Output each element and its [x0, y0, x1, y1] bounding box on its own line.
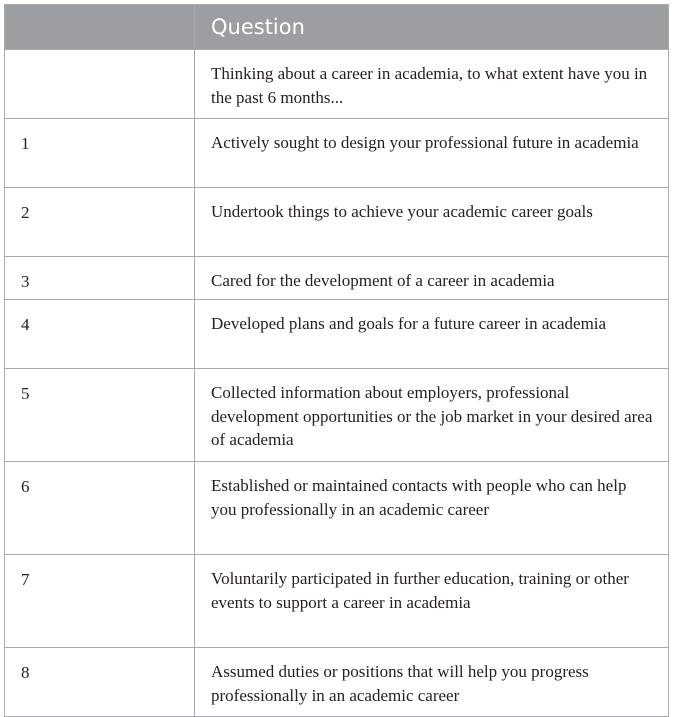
row-question: Assumed duties or positions that will help you progress professionally in an academic career: [211, 662, 589, 705]
row-number-cell: [5, 188, 195, 257]
row-number: 7: [21, 570, 30, 589]
row-question: Voluntarily participated in further education, training or other events to support a career in academia: [211, 569, 629, 612]
row-question-cell: [195, 300, 669, 369]
row-question: Developed plans and goals for a future career in academia: [211, 314, 607, 333]
row-question-cell: [195, 257, 669, 300]
row-number: 4: [21, 315, 30, 334]
header-question-label: Question: [211, 15, 305, 39]
intro-row: [5, 50, 669, 119]
row-question: Cared for the development of a career in academia: [211, 271, 555, 290]
row-question-cell: [195, 462, 669, 555]
header-question-cell: [195, 5, 669, 50]
row-number-cell: [5, 119, 195, 188]
header-number-cell: [5, 5, 195, 50]
table-row: [5, 257, 669, 300]
row-number: 8: [21, 663, 30, 682]
row-number-cell: [5, 300, 195, 369]
intro-text: Thinking about a career in academia, to what extent have you in the past 6 months...: [211, 64, 648, 107]
table-header-row: [5, 5, 669, 50]
row-number-cell: [5, 462, 195, 555]
row-question-cell: [195, 648, 669, 717]
row-question-cell: [195, 369, 669, 462]
row-number: 3: [21, 272, 30, 291]
table-row: [5, 462, 669, 555]
row-number: 5: [21, 384, 30, 403]
table-row: [5, 555, 669, 648]
questionnaire-table: [4, 4, 669, 717]
row-number-cell: [5, 648, 195, 717]
table-row: [5, 300, 669, 369]
row-number: 2: [21, 203, 30, 222]
row-number-cell: [5, 257, 195, 300]
row-number: 6: [21, 477, 30, 496]
row-number-cell: [5, 555, 195, 648]
row-question: Collected information about employers, professional development opportunities or the job market in your desired area of academia: [211, 383, 653, 449]
table-row: [5, 119, 669, 188]
row-question: Actively sought to design your professional future in academia: [211, 133, 639, 152]
table-row: [5, 369, 669, 462]
row-question-cell: [195, 555, 669, 648]
row-question: Undertook things to achieve your academic career goals: [211, 202, 593, 221]
table-row: [5, 188, 669, 257]
row-number-cell: [5, 369, 195, 462]
row-question: Established or maintained contacts with people who can help you professionally in an academic career: [211, 476, 627, 519]
table-row: [5, 648, 669, 717]
intro-number-cell: [5, 50, 195, 119]
row-question-cell: [195, 188, 669, 257]
row-number: 1: [21, 134, 30, 153]
row-question-cell: [195, 119, 669, 188]
intro-text-cell: [195, 50, 669, 119]
